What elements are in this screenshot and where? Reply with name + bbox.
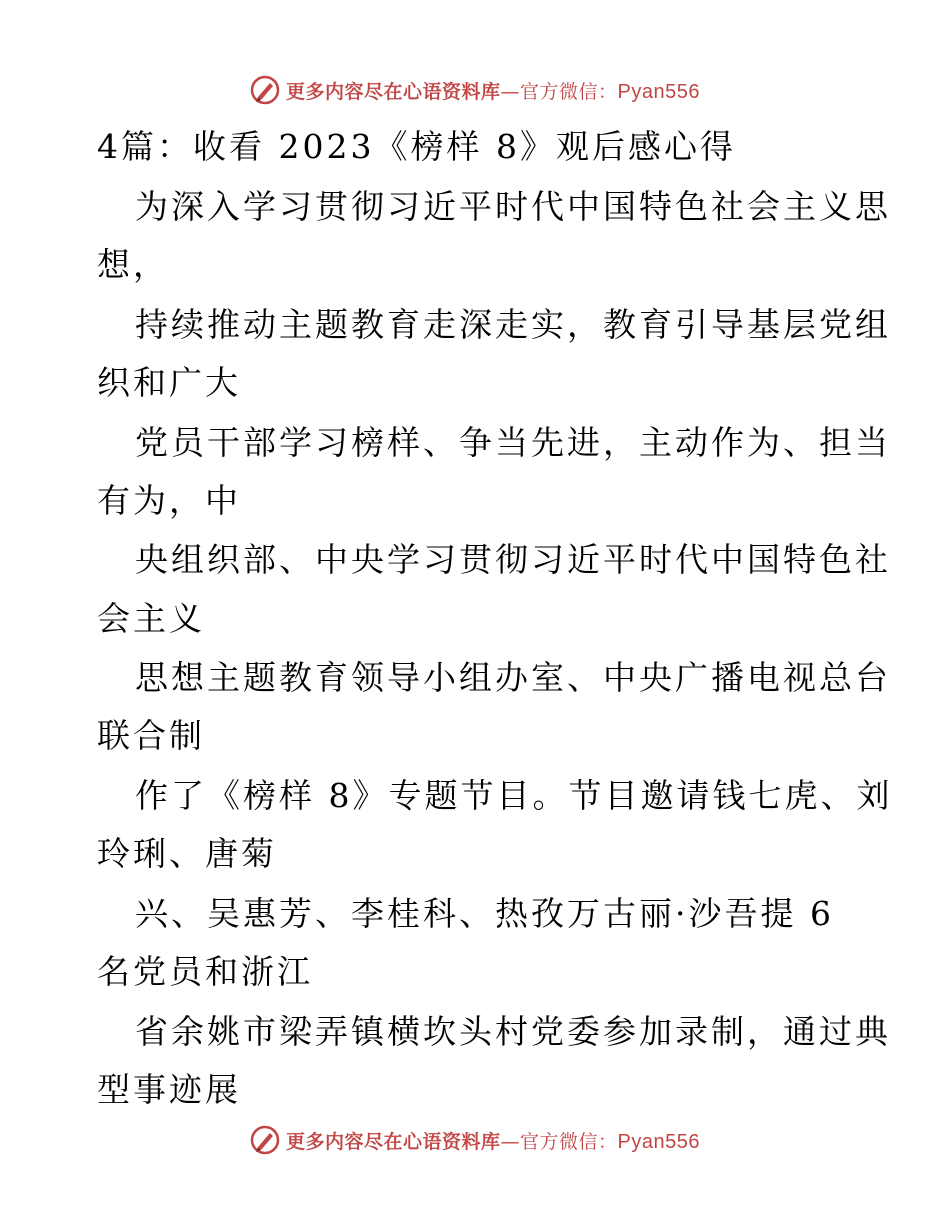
- banner-wechat-id: Pyan556: [617, 1130, 700, 1153]
- paragraph-line: 织和广大: [97, 363, 241, 402]
- paragraph-line: 省余姚市梁弄镇横坎头村党委参加录制，通过典: [135, 1012, 891, 1051]
- banner-wechat-id: Pyan556: [617, 80, 700, 103]
- paragraph-line: 会主义: [97, 599, 205, 638]
- banner-dash: —: [500, 80, 521, 103]
- banner-site-text: 更多内容尽在心语资料库: [286, 80, 501, 103]
- header-banner: [0, 70, 950, 110]
- pen-logo-icon: [250, 1125, 280, 1155]
- paragraph-line: 有为，中: [97, 481, 241, 520]
- paragraph-line: 为深入学习贯彻习近平时代中国特色社会主义思: [135, 187, 891, 226]
- banner-dash: —: [500, 1130, 521, 1153]
- paragraph-line: 央组织部、中央学习贯彻习近平时代中国特色社: [135, 540, 891, 579]
- paragraph-line: 作了《榜样 8》专题节目。节目邀请钱七虎、刘: [135, 776, 893, 815]
- paragraph-line: 型事迹展: [97, 1070, 241, 1109]
- paragraph-line: 思想主题教育领导小组办室、中央广播电视总台: [135, 658, 891, 697]
- paragraph-line: 党员干部学习榜样、争当先进，主动作为、担当: [135, 423, 891, 462]
- paragraph-line: 联合制: [97, 716, 205, 755]
- footer-banner: [0, 1120, 950, 1160]
- banner-text: [286, 77, 700, 104]
- document-title: 4篇：收看 2023《榜样 8》观后感心得: [97, 127, 736, 166]
- banner-wechat-label: 官方微信：: [520, 1130, 618, 1153]
- paragraph-line: 名党员和浙江: [97, 952, 313, 991]
- banner-site-text: 更多内容尽在心语资料库: [286, 1130, 501, 1153]
- banner-text: [286, 1127, 700, 1154]
- paragraph-line: 持续推动主题教育走深走实，教育引导基层党组: [135, 305, 891, 344]
- pen-logo-icon: [250, 75, 280, 105]
- paragraph-line: 玲琍、唐菊: [97, 834, 277, 873]
- banner-wechat-label: 官方微信：: [520, 80, 618, 103]
- paragraph-line: 兴、吴惠芳、李桂科、热孜万古丽·沙吾提 6: [135, 894, 834, 933]
- paragraph-line: 想，: [97, 245, 169, 284]
